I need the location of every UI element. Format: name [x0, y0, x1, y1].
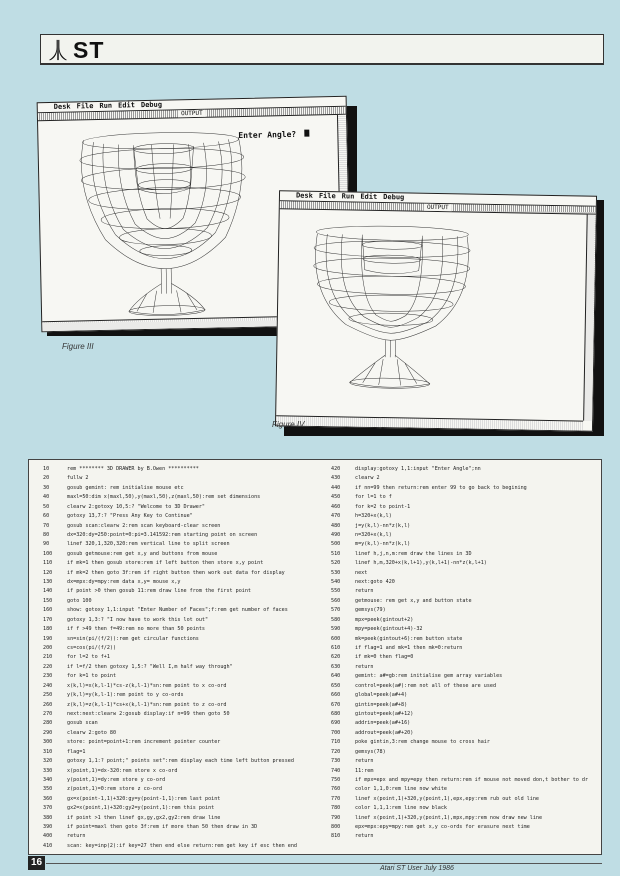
line-number: 670: [331, 701, 341, 708]
line-number: 390: [43, 824, 53, 831]
code-text: return: [355, 833, 374, 840]
line-number: 770: [331, 795, 341, 802]
line-number: 360: [43, 795, 53, 802]
line-number: 680: [331, 710, 341, 717]
code-text: clearw 2:goto 80: [67, 729, 117, 736]
line-number: 30: [43, 484, 50, 491]
code-text: gotoxy 1,3:? "I now have to work this lot out": [67, 616, 209, 623]
code-line: [331, 748, 601, 757]
listing-column-left: [43, 465, 329, 851]
code-text: gosub scan: [67, 720, 98, 727]
menu-file[interactable]: File: [318, 191, 336, 201]
code-line: [43, 701, 329, 710]
code-text: linef 320,1,320,320:rem vertical line to split screen: [67, 541, 230, 548]
line-number: 240: [43, 682, 53, 689]
window-title: OUTPUT: [178, 110, 206, 118]
code-line: [331, 531, 601, 540]
line-number: 340: [43, 776, 53, 783]
code-text: gx2=x(point,1)+320:gy2=y(point,1):rem this point: [67, 805, 215, 812]
line-number: 660: [331, 692, 341, 699]
listing-column-right: [331, 465, 601, 842]
figure4-window: [275, 190, 597, 432]
code-line: [331, 616, 601, 625]
line-number: 220: [43, 663, 53, 670]
line-number: 160: [43, 607, 53, 614]
code-text: color 1,1,0:rem line now white: [355, 786, 448, 793]
code-text: if mk=1 then gosub store:rem if left button then store x,y point: [67, 560, 264, 567]
line-number: 280: [43, 720, 53, 727]
code-text: m=y(k,l)-nn*z(k,l): [355, 541, 411, 548]
code-line: [331, 738, 601, 747]
menu-run[interactable]: Run: [99, 101, 113, 110]
code-line: [43, 465, 329, 474]
code-line: [331, 559, 601, 568]
line-number: 520: [331, 560, 341, 567]
code-line: [43, 587, 329, 596]
section-header: [40, 34, 604, 64]
line-number: 480: [331, 522, 341, 529]
code-line: [331, 767, 601, 776]
window-title: OUTPUT: [424, 204, 452, 211]
code-text: if mk=0 then flag=0: [355, 654, 414, 661]
prompt-text: Enter Angle?: [238, 129, 297, 141]
line-number: 600: [331, 635, 341, 642]
line-number: 440: [331, 484, 341, 491]
menu-desk[interactable]: Desk: [53, 102, 71, 111]
code-text: fullw 2: [67, 475, 89, 482]
code-text: gosub scan:clearw 2:rem scan keyboard-clear screen: [67, 522, 221, 529]
code-text: if nn=99 then return:rem enter 99 to go back to begining: [355, 484, 527, 491]
code-text: gotoxy 1,1:? point;" points set":rem display each time left button pressed: [67, 758, 294, 765]
code-text: 11:rem: [355, 767, 374, 774]
line-number: 250: [43, 692, 53, 699]
header-rule: [40, 64, 604, 65]
code-text: addrout=peek(a#+20): [355, 729, 414, 736]
code-text: linef h,m,320+x(k,l+1),y(k,l+1)-nn*z(k,l+1): [355, 560, 487, 567]
menu-file[interactable]: File: [76, 102, 94, 111]
publication-footer: Atari ST User July 1986: [380, 865, 454, 872]
code-line: [43, 719, 329, 728]
line-number: 370: [43, 805, 53, 812]
line-number: 120: [43, 569, 53, 576]
code-text: epx=mpx:epy=mpy:rem get x,y co-ords for erasure next time: [355, 824, 530, 831]
code-line: [331, 493, 601, 502]
code-text: z(point,1)=0:rem store z co-ord: [67, 786, 163, 793]
code-line: [331, 512, 601, 521]
code-text: y(point,1)=dy:rem store y co-ord: [67, 776, 166, 783]
code-text: for k=2 to point-1: [355, 503, 411, 510]
line-number: 470: [331, 513, 341, 520]
code-line: [43, 512, 329, 521]
code-line: [43, 823, 329, 832]
code-line: [331, 587, 601, 596]
line-number: 50: [43, 503, 50, 510]
line-number: 450: [331, 494, 341, 501]
line-number: 230: [43, 673, 53, 680]
line-number: 70: [43, 522, 50, 529]
figure4-caption: Figure IV: [272, 420, 305, 429]
code-text: next:next:clearw 2:gosub display:if n=99 then goto 50: [67, 710, 230, 717]
code-line: [331, 522, 601, 531]
code-line: [331, 682, 601, 691]
code-line: [331, 719, 601, 728]
code-text: mpx=peek(gintout+2): [355, 616, 414, 623]
code-line: [43, 663, 329, 672]
code-line: [43, 578, 329, 587]
line-number: 150: [43, 597, 53, 604]
line-number: 200: [43, 645, 53, 652]
code-text: if mpx=epx and mpy=epy then return:rem if mouse not moved don,t bother to dr: [355, 776, 589, 783]
line-number: 300: [43, 739, 53, 746]
line-number: 810: [331, 833, 341, 840]
line-number: 90: [43, 541, 50, 548]
code-text: next: [355, 569, 368, 576]
code-line: [331, 578, 601, 587]
code-line: [43, 540, 329, 549]
figure3-caption: Figure III: [62, 342, 94, 351]
code-line: [43, 606, 329, 615]
logo-text: ST: [73, 36, 105, 63]
code-text: display:gotoxy 1,1:input "Enter Angle";nn: [355, 466, 481, 472]
code-text: return: [355, 588, 374, 595]
code-line: [43, 738, 329, 747]
code-line: [43, 635, 329, 644]
code-line: [331, 597, 601, 606]
code-line: [43, 474, 329, 483]
code-line: [43, 653, 329, 662]
menu-desk[interactable]: Desk: [295, 191, 313, 200]
code-line: [43, 748, 329, 757]
atari-fuji-icon: [47, 39, 69, 61]
code-line: [43, 503, 329, 512]
line-number: 110: [43, 560, 53, 567]
code-line: [43, 682, 329, 691]
line-number: 790: [331, 814, 341, 821]
line-number: 550: [331, 588, 341, 595]
code-text: if flag=1 and mk=1 then mk=0:return: [355, 645, 463, 652]
code-text: dx=mpx:dy=mpy:rem data x,y= mouse x,y: [67, 579, 181, 586]
code-text: mpy=peek(gintout+4)-32: [355, 626, 423, 633]
code-text: j=y(k,l)-nn*z(k,l): [355, 522, 411, 529]
code-line: [331, 550, 601, 559]
footer-rule: [46, 863, 602, 864]
code-line: [43, 729, 329, 738]
line-number: 330: [43, 767, 53, 774]
code-text: for l=2 to f+1: [67, 654, 110, 661]
line-number: 710: [331, 739, 341, 746]
line-number: 720: [331, 748, 341, 755]
code-line: [43, 804, 329, 813]
code-line: [331, 795, 601, 804]
menu-edit[interactable]: Edit: [118, 101, 136, 110]
code-line: [331, 484, 601, 493]
line-number: 60: [43, 513, 50, 520]
code-text: dx=320:dy=250:point=0:pi=3.141592:rem starting point on screen: [67, 531, 258, 538]
menu-run[interactable]: Run: [341, 192, 355, 201]
code-line: [331, 804, 601, 813]
code-line: [331, 569, 601, 578]
code-text: flag=1: [67, 748, 86, 755]
code-line: [331, 832, 601, 841]
code-text: linef x(point,1)+320,y(point,1),mpx,mpy:rem now draw new line: [355, 814, 543, 821]
line-number: 20: [43, 475, 50, 482]
line-number: 130: [43, 579, 53, 586]
page-number: 16: [28, 856, 45, 870]
line-number: 400: [43, 833, 53, 840]
code-text: mk=peek(gintout+6):rem button state: [355, 635, 463, 642]
line-number: 500: [331, 541, 341, 548]
code-line: [43, 710, 329, 719]
code-line: [331, 540, 601, 549]
code-text: return: [67, 833, 86, 840]
code-text: linef x(point,1)+320,y(point,1),epx,epy:rem rub out old line: [355, 795, 540, 802]
code-line: [331, 785, 601, 794]
code-line: [43, 550, 329, 559]
code-text: next:goto 420: [355, 579, 395, 586]
code-text: addrin=peek(a#+16): [355, 720, 411, 727]
line-number: 650: [331, 682, 341, 689]
line-number: 760: [331, 786, 341, 793]
code-text: color 1,1,1:rem line now black: [355, 805, 448, 812]
line-number: 170: [43, 616, 53, 623]
line-number: 140: [43, 588, 53, 595]
line-number: 180: [43, 626, 53, 633]
code-text: scan: key=inp(2):if key=27 then end else return:rem get key if esc then end: [67, 842, 298, 849]
line-number: 700: [331, 729, 341, 736]
line-number: 560: [331, 597, 341, 604]
code-text: gintout=peek(a#+12): [355, 710, 414, 717]
line-number: 640: [331, 673, 341, 680]
code-line: [43, 691, 329, 700]
line-number: 430: [331, 475, 341, 482]
line-number: 630: [331, 663, 341, 670]
code-text: return: [355, 758, 374, 765]
line-number: 690: [331, 720, 341, 727]
code-text: return: [355, 663, 374, 670]
code-text: gosub getmouse:rem get x,y and buttons from mouse: [67, 550, 218, 557]
line-number: 510: [331, 550, 341, 557]
code-line: [43, 842, 329, 851]
line-number: 730: [331, 758, 341, 765]
code-line: [331, 635, 601, 644]
code-line: [43, 832, 329, 841]
code-text: gx=x(point-1,1)+320:gy=y(point-1,1):rem last point: [67, 795, 221, 802]
code-text: if point >1 then linef gx,gy,gx2,gy2:rem draw line: [67, 814, 221, 821]
menu-debug[interactable]: Debug: [140, 100, 163, 110]
code-line: [331, 729, 601, 738]
code-text: getmouse: rem get x,y and button state: [355, 597, 472, 604]
code-line: [331, 465, 601, 474]
code-line: [43, 814, 329, 823]
code-line: [331, 644, 601, 653]
code-text: x(k,l)=x(k,l-1)*cs-z(k,l-1)*sn:rem point to x co-ord: [67, 682, 227, 689]
atari-logo: [47, 37, 104, 63]
line-number: 260: [43, 701, 53, 708]
code-text: control=peek(a#):rem not all of these are used: [355, 682, 497, 689]
cursor-block: [304, 130, 309, 137]
line-number: 780: [331, 805, 341, 812]
code-text: show: gotoxy 1,1:input "Enter Number of Faces";f:rem get number of faces: [67, 607, 288, 614]
line-number: 540: [331, 579, 341, 586]
code-line: [43, 757, 329, 766]
line-number: 420: [331, 466, 341, 472]
code-line: [331, 710, 601, 719]
code-line: [331, 691, 601, 700]
code-text: if point=maxl then goto 3f:rem if more than 50 then draw in 3D: [67, 824, 258, 831]
code-text: sn=sin(pi/(f/2)):rem get circular functions: [67, 635, 199, 642]
code-text: gemint: a#=gb:rem initialise gem array variables: [355, 673, 503, 680]
code-text: if point >0 then gosub 11:rem draw line from the first point: [67, 588, 252, 595]
code-text: rem ******** 3D DRAWER by B.Owen **********: [67, 466, 199, 472]
code-text: clearw 2: [355, 475, 380, 482]
code-line: [43, 616, 329, 625]
code-line: [43, 644, 329, 653]
code-text: if mk=2 then goto 3f:rem if right button then work out data for display: [67, 569, 285, 576]
line-number: 270: [43, 710, 53, 717]
code-text: gemsys(79): [355, 607, 386, 614]
wireframe-goblet-fig4: [305, 214, 478, 397]
code-line: [331, 663, 601, 672]
code-line: [331, 701, 601, 710]
line-number: 310: [43, 748, 53, 755]
line-number: 590: [331, 626, 341, 633]
code-text: maxl=50:dim x(maxl,50),y(maxl,50),z(maxl,50):rem set dimensions: [67, 494, 261, 501]
line-number: 100: [43, 550, 53, 557]
line-number: 320: [43, 758, 53, 765]
code-text: gintin=peek(a#+8): [355, 701, 408, 708]
line-number: 210: [43, 654, 53, 661]
line-number: 620: [331, 654, 341, 661]
code-text: linef h,j,n,m:rem draw the lines in 3D: [355, 550, 472, 557]
code-text: store: point=point+1:rem increment pointer counter: [67, 739, 221, 746]
line-number: 800: [331, 824, 341, 831]
code-line: [43, 625, 329, 634]
code-text: gotoxy 13,7:? "Press Any Key to Continue": [67, 513, 193, 520]
code-line: [331, 672, 601, 681]
code-line: [331, 653, 601, 662]
code-line: [43, 522, 329, 531]
code-line: [331, 625, 601, 634]
code-text: h=320+x(k,l): [355, 513, 392, 520]
line-number: 610: [331, 645, 341, 652]
code-line: [331, 503, 601, 512]
line-number: 570: [331, 607, 341, 614]
code-line: [43, 484, 329, 493]
code-text: gosub gemint: rem initialise mouse etc: [67, 484, 184, 491]
code-text: if f >49 then f=49:rem no more than 50 points: [67, 626, 206, 633]
code-line: [43, 767, 329, 776]
line-number: 10: [43, 466, 50, 472]
line-number: 530: [331, 569, 341, 576]
code-line: [43, 559, 329, 568]
line-number: 190: [43, 635, 53, 642]
code-text: cs=cos(pi/(f/2)): [67, 645, 117, 652]
code-text: z(k,l)=z(k,l-1)*cs+x(k,l-1)*sn:rem point to z co-ord: [67, 701, 227, 708]
line-number: 750: [331, 776, 341, 783]
code-line: [331, 474, 601, 483]
line-number: 80: [43, 531, 50, 538]
menu-debug[interactable]: Debug: [383, 193, 405, 202]
wireframe-goblet-fig3: [63, 117, 257, 321]
line-number: 40: [43, 494, 50, 501]
code-line: [43, 785, 329, 794]
code-text: y(k,l)=y(k,l-1):rem point to y co-ords: [67, 692, 184, 699]
code-line: [43, 569, 329, 578]
code-text: goto 100: [67, 597, 92, 604]
code-text: clearw 2:gotoxy 10,5:? "Welcome to 3D Drawer": [67, 503, 206, 510]
code-line: [43, 672, 329, 681]
code-text: global=peek(a#+4): [355, 692, 408, 699]
line-number: 410: [43, 842, 53, 849]
code-line: [331, 606, 601, 615]
code-line: [43, 493, 329, 502]
code-line: [331, 814, 601, 823]
code-text: x(point,1)=dx-320:rem store x co-ord: [67, 767, 178, 774]
code-line: [43, 795, 329, 804]
code-line: [43, 776, 329, 785]
code-line: [331, 757, 601, 766]
code-text: poke gintin,3:rem change mouse to cross hair: [355, 739, 490, 746]
code-text: gemsys(78): [355, 748, 386, 755]
line-number: 380: [43, 814, 53, 821]
code-line: [43, 531, 329, 540]
code-text: for l=1 to f: [355, 494, 392, 501]
code-line: [331, 823, 601, 832]
line-number: 350: [43, 786, 53, 793]
code-line: [331, 776, 601, 785]
code-line: [43, 597, 329, 606]
line-number: 740: [331, 767, 341, 774]
line-number: 290: [43, 729, 53, 736]
code-text: for k=1 to point: [67, 673, 117, 680]
line-number: 490: [331, 531, 341, 538]
code-text: if l=f/2 then gotoxy 1,5:? "Well I,m half way through": [67, 663, 233, 670]
program-listing: [28, 459, 602, 855]
line-number: 580: [331, 616, 341, 623]
line-number: 460: [331, 503, 341, 510]
code-text: n=320+x(k,l): [355, 531, 392, 538]
menu-edit[interactable]: Edit: [360, 192, 378, 201]
